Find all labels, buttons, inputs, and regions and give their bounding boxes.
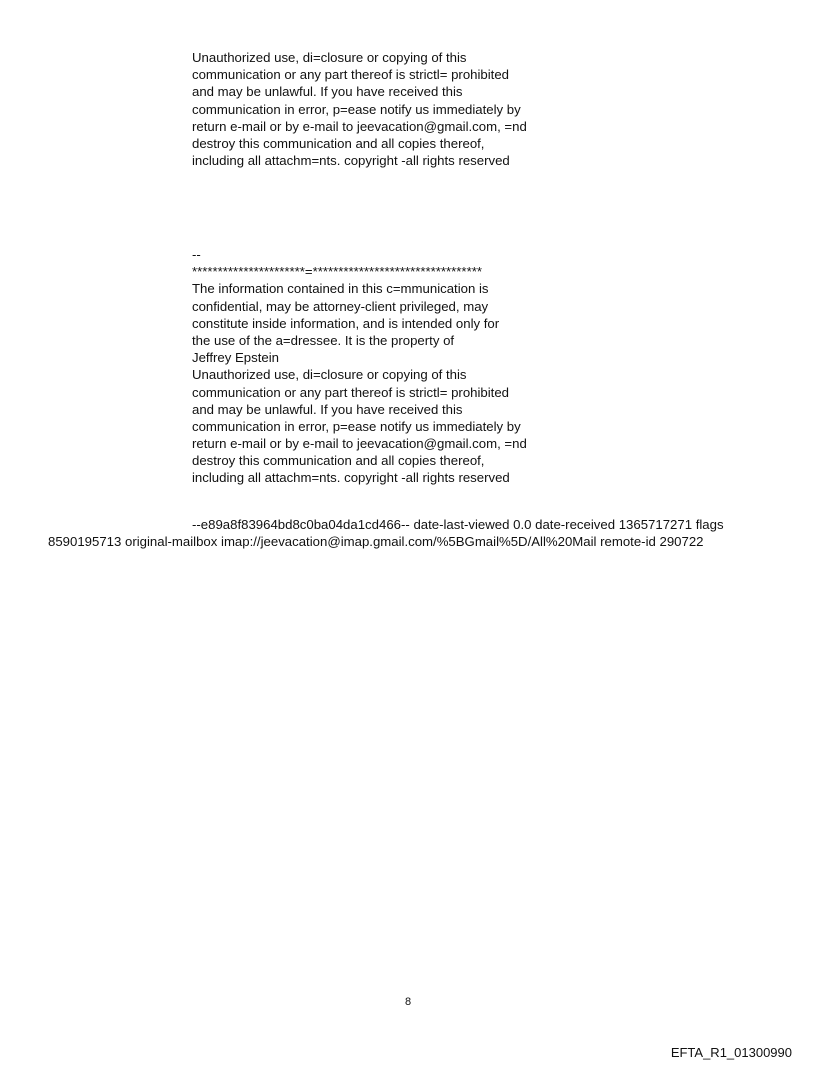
text-line: Unauthorized use, di=closure or copying of this [192,367,467,383]
confidentiality-notice-2 [192,246,662,487]
text-line: destroy this communication and all copies thereof, [192,453,485,469]
text-line: the use of the a=dressee. It is the property of [192,332,455,348]
text-line: and may be unlawful. If you have received this [192,84,463,100]
signature-separator: -- [192,247,201,262]
text-line: Jeffrey Epstein [192,350,279,366]
document-id: EFTA_R1_01300990 [670,1045,792,1060]
mime-boundary-metadata: --e89a8f83964bd8c0ba04da1cd466-- date-last-viewed 0.0 date-received 1365717271 flags [192,517,724,532]
asterisk-divider: **********************=********************************* [192,264,482,280]
text-line: including all attachm=nts. copyright -all rights reserved [192,470,510,486]
text-line: communication in error, p=ease notify us immediately by [192,101,521,117]
text-line: communication or any part thereof is strictl= prohibited [192,384,510,400]
mailbox-metadata: 8590195713 original-mailbox imap://jeevacation@imap.gmail.com/%5BGmail%5D/All%20Mail remote-id 290722 [48,534,704,549]
text-line: constitute inside information, and is intended only for [192,315,500,331]
text-line: destroy this communication and all copies thereof, [192,135,485,151]
text-line: return e-mail or by e-mail to jeevacation@gmail.com, =nd [192,118,527,134]
text-line: The information contained in this c=mmunication is [192,281,489,297]
text-line: return e-mail or by e-mail to jeevacation@gmail.com, =nd [192,436,527,452]
text-line: and may be unlawful. If you have received this [192,401,463,417]
confidentiality-notice-1 [192,49,662,169]
text-line: including all attachm=nts. copyright -all rights reserved [192,153,510,169]
text-line: communication or any part thereof is strictl= prohibited [192,67,510,83]
text-line: Unauthorized use, di=closure or copying of this [192,50,467,65]
text-line: confidential, may be attorney-client privileged, may [192,298,489,314]
page-number: 8 [404,996,412,1008]
text-line: communication in error, p=ease notify us immediately by [192,418,521,434]
